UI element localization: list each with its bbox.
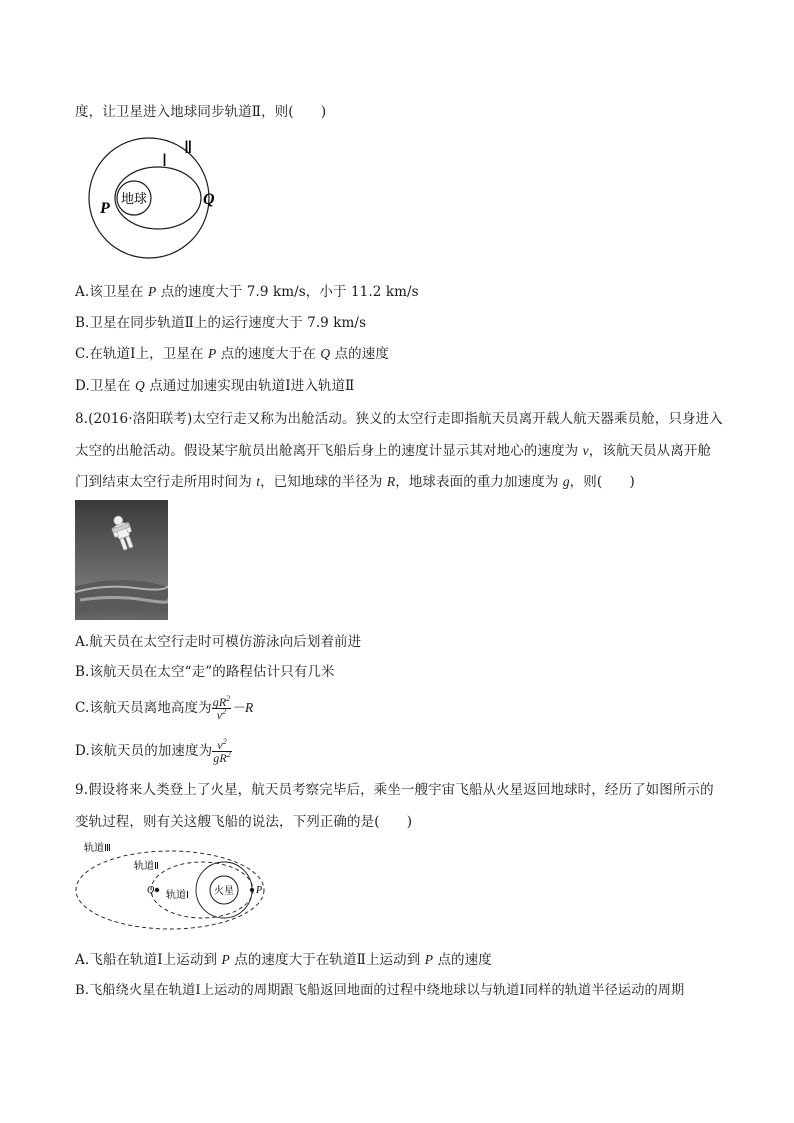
q8-option-c: C.该航天员离地高度为 $\frac{gR^2}{v^2}$ －R <box>75 694 254 722</box>
q7-orbit-diagram <box>72 136 232 260</box>
q9-stem-line-1: 9.假设将来人类登上了火星，航天员考察完毕后，乘坐一艘宇宙飞船从火星返回地球时，经历了如图所示的 <box>75 782 714 798</box>
q8-option-b: B.该航天员在太空“走”的路程估计只有几米 <box>75 664 335 680</box>
q8-option-d: D.该航天员的加速度为 $\frac{v^2}{gR^2}$ <box>75 737 231 765</box>
point-p-dot <box>250 888 254 892</box>
astronaut-image <box>75 500 168 620</box>
orbit-2-label: 轨道Ⅱ <box>134 861 159 872</box>
earth-label: 地球 <box>120 192 148 207</box>
point-p-label: P <box>256 885 263 896</box>
q8-stem-line-1: 8.(2016·洛阳联考)太空行走又称为出舱活动。狭义的太空行走即指航天员离开载人航天器乘员舱，只身进入 <box>75 411 723 427</box>
q9-option-a: A.飞船在轨道Ⅰ上运动到 P 点的速度大于在轨道Ⅱ上运动到 P 点的速度 <box>75 952 492 968</box>
q8-c-fraction: $\frac{gR^2}{v^2}$ <box>212 694 231 722</box>
q9-stem-line-2: 变轨过程，则有关这艘飞船的说法，下列正确的是( ) <box>75 814 413 830</box>
astronaut-photo <box>75 500 168 620</box>
q9-option-b: B.飞船绕火星在轨道Ⅰ上运动的周期跟飞船返回地面的过程中绕地球以与轨道Ⅰ同样的轨道半径运动的周期 <box>75 983 685 998</box>
q8-option-a: A.航天员在太空行走时可模仿游泳向后划着前进 <box>75 634 362 650</box>
q9-orbit-diagram <box>74 840 274 936</box>
point-q-label: Q <box>203 191 215 208</box>
q8-stem-line-2: 太空的出舱活动。假设某宇航员出舱离开飞船后身上的速度计显示其对地心的速度为 v，该航天员从离开舱 <box>75 443 712 459</box>
point-q-dot <box>155 888 159 892</box>
q7-option-c: C.在轨道Ⅰ上，卫星在 P 点的速度大于在 Q 点的速度 <box>75 346 389 362</box>
orbit-1-label: Ⅰ <box>162 151 168 170</box>
orbit-1-label: 轨道Ⅰ <box>166 890 189 901</box>
point-p-label: P <box>100 200 110 217</box>
q8-d-fraction: $\frac{v^2}{gR^2}$ <box>213 737 231 765</box>
q8-stem-line-3: 门到结束太空行走所用时间为 t，已知地球的半径为 R，地球表面的重力加速度为 g，则( ) <box>75 474 635 490</box>
q7-stem: 度，让卫星进入地球同步轨道Ⅱ，则( ) <box>75 104 327 120</box>
orbit-2-label: Ⅱ <box>184 138 193 157</box>
q7-option-b: B.卫星在同步轨道Ⅱ上的运行速度大于 7.9 km/s <box>75 315 367 331</box>
mars-label: 火星 <box>214 886 234 897</box>
orbit-3-label: 轨道Ⅲ <box>84 843 111 854</box>
q7-option-a: A.该卫星在 P 点的速度大于 7.9 km/s，小于 11.2 km/s <box>75 284 419 300</box>
point-q-label: Q <box>147 885 155 896</box>
q7-option-d: D.卫星在 Q 点通过加速实现由轨道Ⅰ进入轨道Ⅱ <box>75 378 355 394</box>
